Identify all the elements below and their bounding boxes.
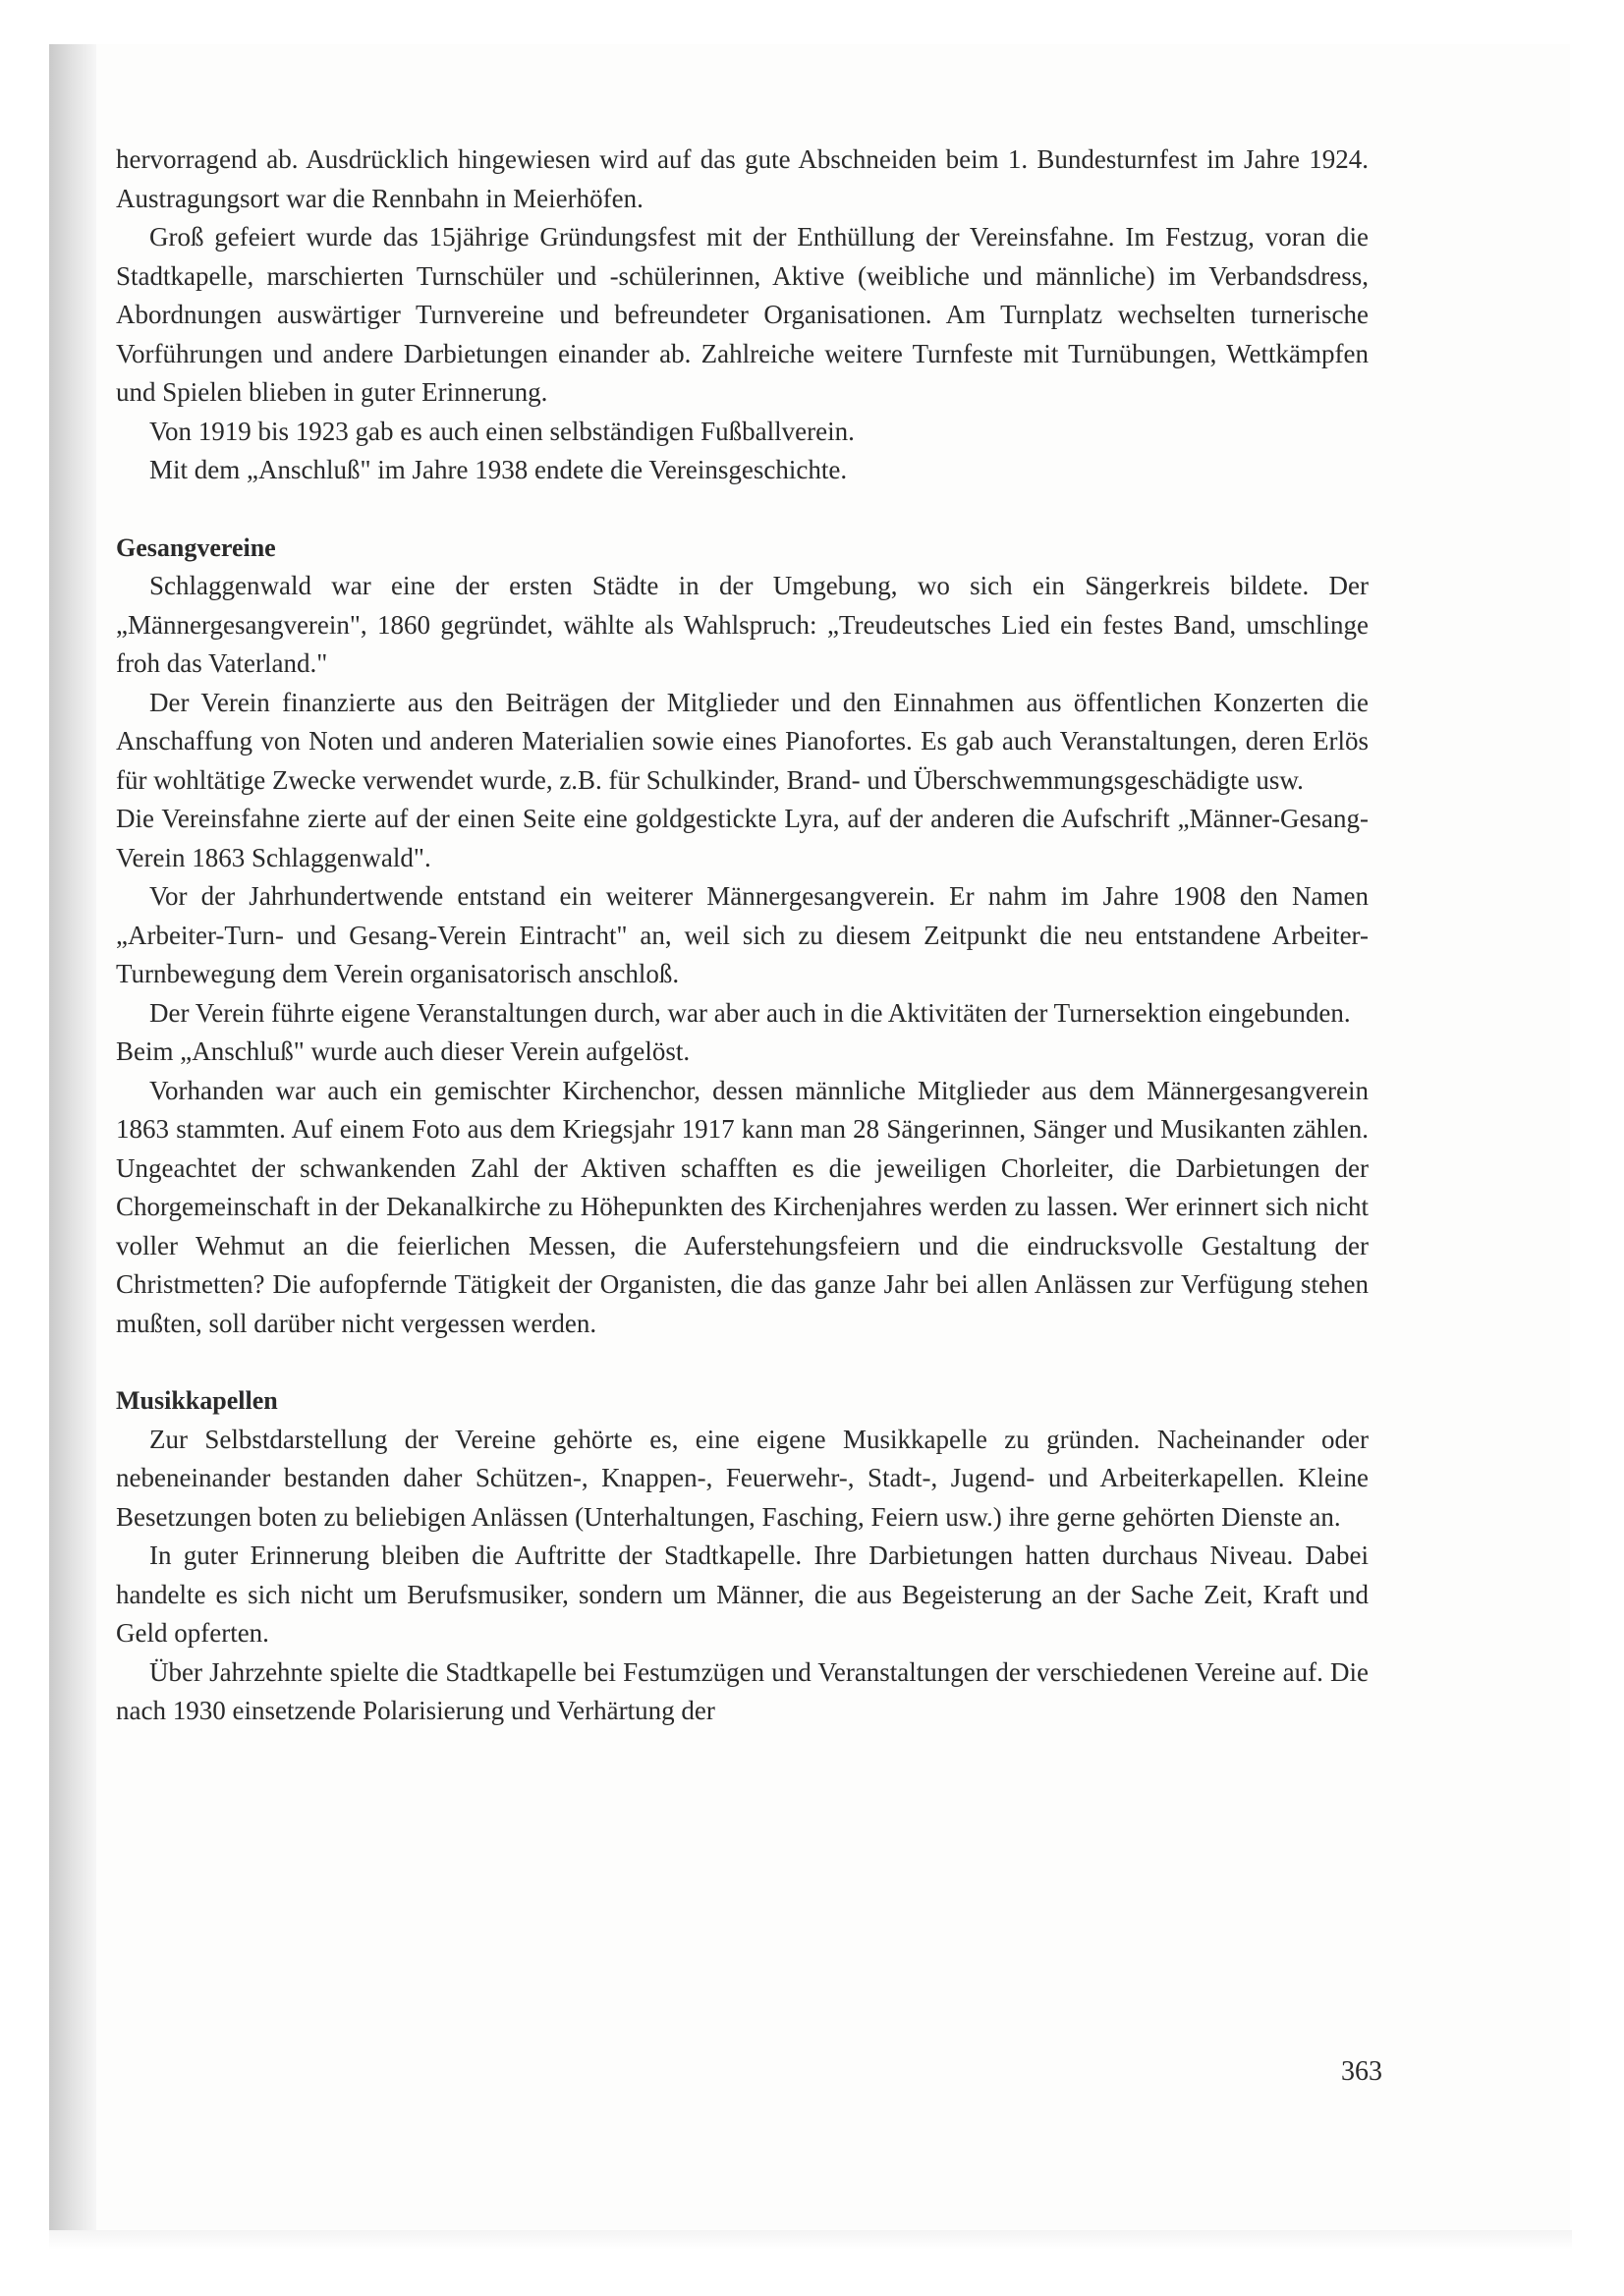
paragraph: Schlaggenwald war eine der ersten Städte in der Umgebung, wo sich ein Sängerkreis bildete. Der „Männergesangverein", 1860 gegründet, wählte als Wahlspruch: „Treudeutsches Lied ein festes Band, umschlinge froh das Vaterland." — [116, 571, 1369, 678]
scan-bottom-shadow — [49, 2230, 1572, 2250]
paragraph: Groß gefeiert wurde das 15jährige Gründungsfest mit der Enthüllung der Vereinsfahne. Im Festzug, voran die Stadtkapelle, marschierten Turnschüler und -schülerinnen, Aktive (weibliche und männliche) im Verbandsdress, Abordnungen auswärtiger Turnvereine und befreundeter Organisationen. Am Turnplatz wechselten turnerische Vorführungen und andere Darbietungen einander ab. Zahlreiche weitere Turnfeste mit Turnübungen, Wettkämpfen und Spielen blieben in guter Erinnerung. — [116, 222, 1369, 407]
paragraph: Über Jahrzehnte spielte die Stadtkapelle bei Festumzügen und Veranstaltungen der verschiedenen Vereine auf. Die nach 1930 einsetzende Polarisierung und Verhärtung der — [116, 1656, 1369, 1725]
page-text — [116, 140, 1369, 1731]
paragraph: Die Vereinsfahne zierte auf der einen Seite eine goldgestickte Lyra, auf der anderen die Aufschrift „Männer-Gesang-Verein 1863 Schlaggenwald". — [116, 804, 1369, 872]
paragraph: Der Verein finanzierte aus den Beiträgen der Mitglieder und den Einnahmen aus öffentlichen Konzerten die Anschaffung von Noten und anderen Materialien sowie eines Pianofortes. Es gab auch Veranstaltungen, deren Erlös für wohltätige Zwecke verwendet wurde, z.B. für Schulkinder, Brand- und Überschwemmungsgeschädigte usw. — [116, 687, 1369, 795]
paragraph: Vorhanden war auch ein gemischter Kirchenchor, dessen männliche Mitglieder aus dem Männergesangverein 1863 stammten. Auf einem Foto aus dem Kriegsjahr 1917 kann man 28 Sängerinnen, Sänger und Musikanten zählen. Ungeachtet der schwankenden Zahl der Aktiven schafften es die jeweiligen Chorleiter, die Darbietungen der Chorgemeinschaft in der Dekanalkirche zu Höhepunkten des Kirchenjahres werden zu lassen. Wer erinnert sich nicht voller Wehmut an die feierlichen Messen, die Auferstehungsfeiern und die eindrucksvolle Gestaltung der Christmetten? Die aufopfernde Tätigkeit der Organisten, die das ganze Jahr bei allen Anlässen zur Verfügung stehen mußten, soll darüber nicht vergessen werden. — [116, 1075, 1369, 1338]
paragraph: Der Verein führte eigene Veranstaltungen durch, war aber auch in die Aktivitäten der Turnersektion eingebunden. — [149, 997, 1351, 1028]
paragraph: Zur Selbstdarstellung der Vereine gehörte es, eine eigene Musikkapelle zu gründen. Nacheinander oder nebeneinander bestanden daher Schützen-, Knappen-, Feuerwehr-, Stadt-, Jugend- und Arbeiterkapellen. Kleine Besetzungen boten zu beliebigen Anlässen (Unterhaltungen, Fasching, Feiern usw.) ihre gerne gehörten Dienste an. — [116, 1424, 1369, 1532]
section-heading-musikkapellen: Musikkapellen — [116, 1386, 278, 1415]
scan-binding-shadow — [49, 44, 96, 2245]
paragraph: Von 1919 bis 1923 gab es auch einen selbständigen Fußballverein. — [149, 416, 855, 446]
section-heading-gesangvereine: Gesangvereine — [116, 532, 276, 562]
paragraph: Beim „Anschluß" wurde auch dieser Verein aufgelöst. — [116, 1036, 691, 1066]
paragraph: In guter Erinnerung bleiben die Auftritte der Stadtkapelle. Ihre Darbietungen hatten durchaus Niveau. Dabei handelte es sich nicht um Berufsmusiker, sondern um Männer, die aus Begeisterung an der Sache Zeit, Kraft und Geld opferten. — [116, 1540, 1369, 1648]
page-number: 363 — [1341, 2056, 1382, 2087]
paragraph: Vor der Jahrhundertwende entstand ein weiterer Männergesangverein. Er nahm im Jahre 1908 den Namen „Arbeiter-Turn- und Gesang-Verein Eintracht" an, weil sich zu diesem Zeitpunkt die neu entstandene Arbeiter-Turnbewegung dem Verein organisatorisch anschloß. — [116, 881, 1369, 988]
paragraph: hervorragend ab. Ausdrücklich hingewiesen wird auf das gute Abschneiden beim 1. Bundesturnfest im Jahre 1924. Austragungsort war die Rennbahn in Meierhöfen. — [116, 144, 1369, 213]
paragraph: Mit dem „Anschluß" im Jahre 1938 endete die Vereinsgeschichte. — [149, 455, 848, 484]
